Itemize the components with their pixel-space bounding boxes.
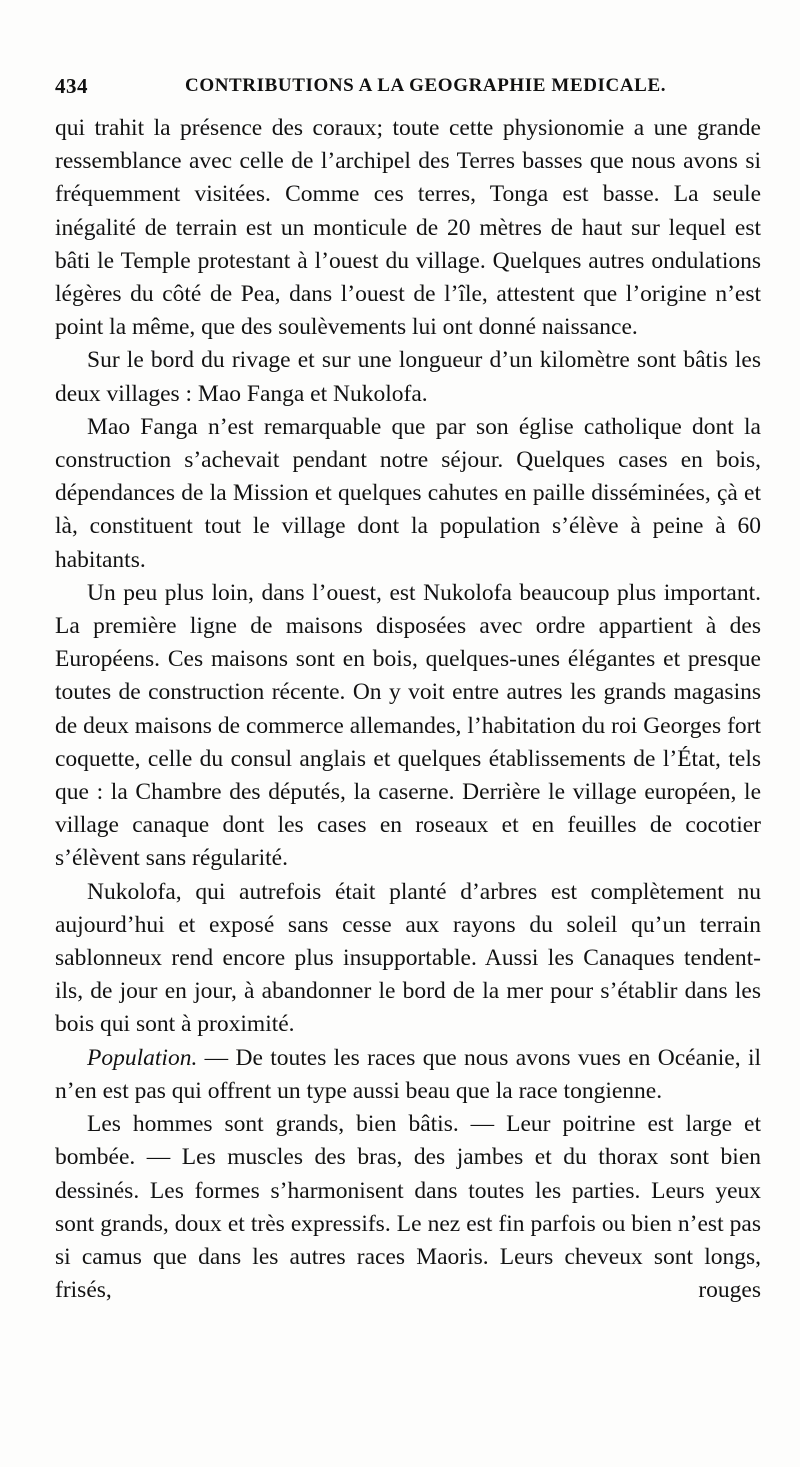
paragraph-mao-fanga: Mao Fanga n’est remarquable que par son église catholique dont la construction s’achevait pendant notre séjour. Quelques cases en bois, dépendances de la Mission et quelques cahutes en paille disséminées, çà et là, constituent tout le village dont la population s’élève à peine à 60 habitants. [55, 413, 761, 573]
body-text [55, 112, 761, 1307]
paragraph-nukolofa-climate: Nukolofa, qui autrefois était planté d’arbres est complètement nu aujourd’hui et exposé sans cesse aux rayons du soleil qu’un terrain sablonneux rend encore plus insupportable. Aussi les Canaques tendent-ils, de jour en jour, à abandonner le bord de la mer pour s’établir dans les bois qui sont à proximité. [55, 878, 761, 1038]
paragraph-intro: qui trahit la présence des coraux; toute cette physionomie a une grande ressemblance avec celle de l’archipel des Terres basses que nous avons si fréquemment visitées. Comme ces terres, Tonga est basse. La seule inégalité de terrain est un monticule de 20 mètres de haut sur lequel est bâti le Temple protestant à l’ouest du village. Quelques autres ondulations légères du côté de Pea, dans l’ouest de l’île, attestent que l’origine n’est point la même, que des soulèvements lui ont donné naissance. [55, 115, 761, 341]
paragraph-population-text: — De toutes les races que nous avons vues en Océanie, il n’en est pas qui offrent un type aussi beau que la race tongienne. [55, 1044, 761, 1104]
page-number: 434 [55, 74, 88, 98]
running-header [55, 74, 755, 110]
section-heading-population: Population. [87, 1044, 198, 1071]
paragraph-population [55, 1042, 761, 1108]
running-title: CONTRIBUTIONS A LA GEOGRAPHIE MEDICALE. [185, 75, 667, 96]
paragraph-men: Les hommes sont grands, bien bâtis. — Leur poitrine est large et bombée. — Les muscles des bras, des jambes et du thorax sont bien dessinés. Les formes s’harmonisent dans toutes les parties. Leurs yeux sont grands, doux et très expressifs. Le nez est fin parfois ou bien n’est pas si camus que dans les autres races Maoris. Leurs cheveux sont longs, frisés, rouges [55, 1111, 761, 1304]
paragraph-nukolofa: Un peu plus loin, dans l’ouest, est Nukolofa beaucoup plus important. La première ligne de maisons disposées avec ordre appartient à des Européens. Ces maisons sont en bois, quelques-unes élégantes et presque toutes de construction récente. On y voit entre autres les grands magasins de deux maisons de commerce allemandes, l’habitation du roi Georges fort coquette, celle du consul anglais et quelques établissements de l’État, tels que : la Chambre des députés, la caserne. Derrière le village européen, le village canaque dont les cases en roseaux et en feuilles de cocotier s’élèvent sans régularité. [55, 579, 761, 872]
paragraph-villages: Sur le bord du rivage et sur une longueur d’un kilomètre sont bâtis les deux villages : Mao Fanga et Nukolofa. [55, 347, 761, 407]
